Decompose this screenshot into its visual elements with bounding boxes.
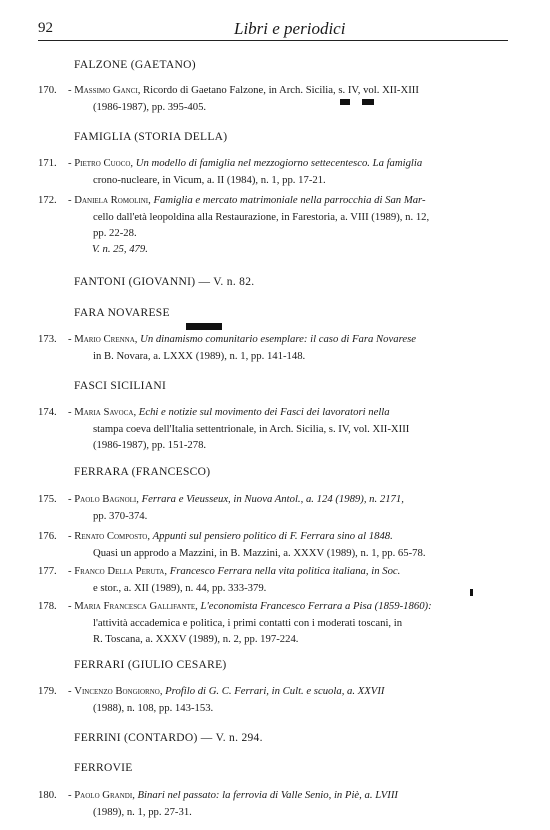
bibliography-entry: 171. - Pietro Cuoco, Un modello di famiglia nel mezzogiorno settecentesco. La famiglia crono-nucleare, in Vicum, a. II (1984), n. 1, pp. 17-21.: [38, 155, 512, 188]
page-number: 92: [38, 20, 53, 36]
ink-blot: [362, 99, 374, 105]
entry-author: Massimo Ganci: [74, 84, 138, 96]
bibliography-entry: 178. - Maria Francesca Gallifante, L'economista Francesco Ferrara a Pisa (1859-1860): l'attività accademica e politica, i primi contatti con i moderati toscani, in R. Toscana, a. XXXV (1989), n. 2, pp. 197-224.: [38, 598, 512, 648]
entry-author: Paolo Bagnoli: [74, 493, 137, 505]
section-heading: FAMIGLIA (STORIA DELLA): [74, 131, 228, 143]
ink-blot: [340, 99, 350, 105]
entry-number: 170.: [38, 84, 57, 96]
running-title: Libri e periodici: [234, 19, 346, 38]
bibliography-entry: 172. - Daniela Romolini, Famiglia e mercato matrimoniale nella parrocchia di San Mar- cello dall'età leopoldina alla Restaurazione, in Farestoria, a. VIII (1989), n. 12, pp. 22-28.: [38, 192, 512, 242]
section-heading: FANTONI (GIOVANNI) — V. n. 82.: [74, 276, 255, 288]
entry-number: 178.: [38, 600, 57, 612]
section-heading: FERRARI (GIULIO CESARE): [74, 659, 227, 671]
entry-author: Pietro Cuoco: [74, 157, 131, 169]
section-heading: FASCI SICILIANI: [74, 380, 167, 392]
bibliography-entry: 177. - Franco Della Peruta, Francesco Ferrara nella vita politica italiana, in Soc. e stor., a. XII (1989), n. 44, pp. 333-379.: [38, 563, 512, 596]
entry-text: (1988), n. 108, pp. 143-153.: [93, 701, 214, 714]
entry-number: 177.: [38, 565, 57, 577]
bibliography-entry: 173. - Mario Crenna, Un dinamismo comunitario esemplare: il caso di Fara Novarese in B. Novara, a. LXXX (1989), n. 1, pp. 141-148.: [38, 331, 512, 364]
entry-number: 175.: [38, 493, 57, 505]
entry-author: Mario Crenna: [74, 333, 135, 345]
section-heading: FARA NOVARESE: [74, 307, 170, 319]
entry-text: cello dall'età leopoldina alla Restaurazione, in Farestoria, a. VIII (1989), n. 12,: [93, 210, 430, 223]
entry-text: (1986-1987), pp. 151-278.: [93, 439, 207, 451]
ink-blot: [186, 323, 222, 330]
entry-text: Quasi un approdo a Mazzini, in B. Mazzini, a. XXXV (1989), n. 1, pp. 65-78.: [93, 546, 426, 559]
section-heading: FALZONE (GAETANO): [74, 59, 196, 71]
entry-author: Daniela Romolini: [74, 194, 149, 206]
entry-text: R. Toscana, a. XXXV (1989), n. 2, pp. 197-224.: [93, 633, 299, 645]
bibliography-entry: 179. - Vincenzo Bongiorno, Profilo di G. C. Ferrari, in Cult. e scuola, a. XXVII (1988), n. 108, pp. 143-153.: [38, 683, 512, 716]
ink-blot: [470, 589, 473, 596]
entry-text: Ferrara e Vieusseux, in Nuova Antol., a. 124 (1989), n. 2171,: [141, 493, 404, 505]
entry-author: Franco Della Peruta: [74, 565, 165, 577]
entry-text: Echi e notizie sul movimento dei Fasci dei lavoratori nella: [138, 406, 390, 418]
entry-number: 171.: [38, 157, 57, 169]
entry-text: Profilo di G. C. Ferrari, in Cult. e scuola, a. XXVII: [165, 685, 385, 697]
cross-reference: V. n. 25, 479.: [92, 243, 148, 255]
bibliography-entry: 174. - Maria Savoca, Echi e notizie sul movimento dei Fasci dei lavoratori nella stampa coeva dell'Italia settentrionale, in Arch. Sicilia, s. IV, vol. XII-XIII (1986-1987), pp. 151-278.: [38, 404, 512, 454]
entry-text: Ricordo di Gaetano Falzone, in Arch. Sicilia, s. IV, vol. XII-XIII: [143, 84, 419, 96]
entry-text: stampa coeva dell'Italia settentrionale, in Arch. Sicilia, s. IV, vol. XII-XIII: [93, 422, 410, 435]
section-heading: FERRINI (CONTARDO) — V. n. 294.: [74, 732, 263, 744]
entry-text: (1989), n. 1, pp. 27-31.: [93, 805, 192, 818]
entry-text: Famiglia e mercato matrimoniale nella parrocchia di San Mar-: [153, 194, 426, 206]
bibliography-entry: 180. - Paolo Grandi, Binari nel passato: la ferrovia di Valle Senio, in Piè, a. LVIII (1989), n. 1, pp. 27-31.: [38, 787, 512, 820]
entry-author: Paolo Grandi: [74, 789, 133, 801]
entry-text: l'attività accademica e politica, i primi contatti con i moderati toscani, in: [93, 616, 403, 629]
running-header: [38, 18, 508, 41]
entry-text: Un dinamismo comunitario esemplare: il caso di Fara Novarese: [140, 333, 416, 345]
bibliography-entry: 170. - Massimo Ganci, Ricordo di Gaetano Falzone, in Arch. Sicilia, s. IV, vol. XII-XIII (1986-1987), pp. 395-405.: [38, 82, 512, 115]
entry-text: Appunti sul pensiero politico di F. Ferrara sino al 1848.: [152, 530, 393, 542]
entry-text: in B. Novara, a. LXXX (1989), n. 1, pp. 141-148.: [93, 349, 306, 362]
entry-author: Vincenzo Bongiorno: [74, 685, 160, 697]
entry-text: crono-nucleare, in Vicum, a. II (1984), n. 1, pp. 17-21.: [93, 173, 326, 186]
entry-text: Un modello di famiglia nel mezzogiorno settecentesco. La famiglia: [135, 157, 423, 169]
entry-text: pp. 22-28.: [93, 227, 137, 239]
entry-text: L'economista Francesco Ferrara a Pisa (1859-1860):: [200, 600, 432, 612]
entry-number: 176.: [38, 530, 57, 542]
entry-number: 173.: [38, 333, 57, 345]
section-heading: FERROVIE: [74, 762, 133, 774]
bibliography-entry: 176. - Renato Composto, Appunti sul pensiero politico di F. Ferrara sino al 1848. Quasi un approdo a Mazzini, in B. Mazzini, a. XXXV (1989), n. 1, pp. 65-78.: [38, 528, 512, 561]
section-heading: FERRARA (FRANCESCO): [74, 466, 211, 478]
entry-number: 172.: [38, 194, 57, 206]
entry-text: (1986-1987), pp. 395-405.: [93, 100, 207, 113]
bibliography-entry: 175. - Paolo Bagnoli, Ferrara e Vieusseux, in Nuova Antol., a. 124 (1989), n. 2171, pp. 370-374.: [38, 491, 512, 524]
entry-author: Maria Francesca Gallifante: [74, 600, 196, 612]
entry-text: pp. 370-374.: [93, 509, 148, 522]
entry-text: Binari nel passato: la ferrovia di Valle Senio, in Piè, a. LVIII: [137, 789, 398, 801]
entry-author: Renato Composto: [74, 530, 148, 542]
entry-number: 180.: [38, 789, 57, 801]
entry-text: Francesco Ferrara nella vita politica italiana, in Soc.: [169, 565, 401, 577]
entry-text: e stor., a. XII (1989), n. 44, pp. 333-379.: [93, 581, 267, 594]
entry-author: Maria Savoca: [74, 406, 134, 418]
entry-number: 174.: [38, 406, 57, 418]
entry-number: 179.: [38, 685, 57, 697]
